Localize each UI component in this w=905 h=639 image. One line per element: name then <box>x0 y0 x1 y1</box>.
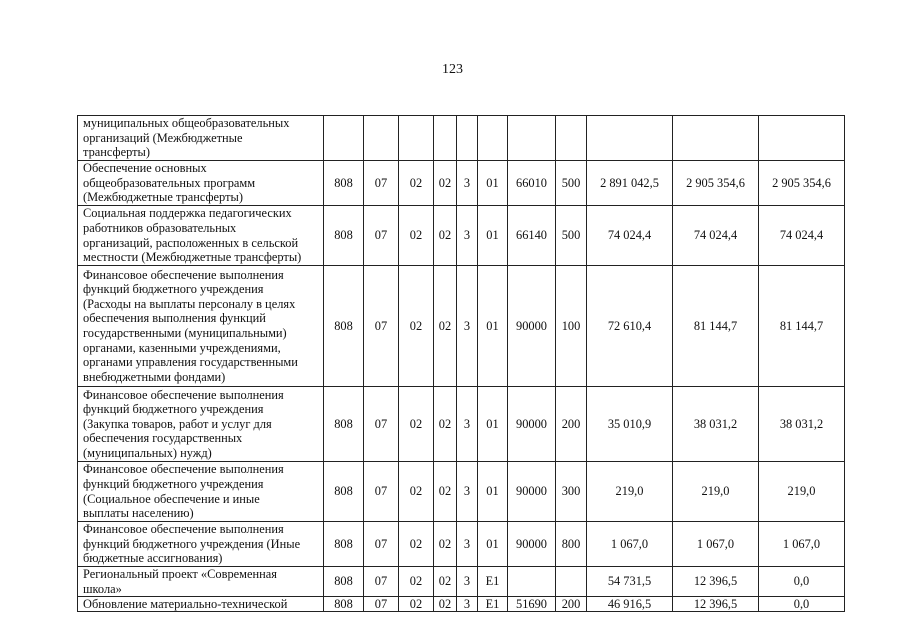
table-row <box>78 387 845 462</box>
section-code-cell: 07 <box>364 387 399 462</box>
expense-name-cell <box>78 567 324 597</box>
subprogram-code-cell: 3 <box>457 522 478 567</box>
amount-year-3-cell: 1 067,0 <box>759 522 845 567</box>
amount-year-1-cell: 72 610,4 <box>587 266 673 387</box>
direction-code-cell: 51690 <box>508 597 556 612</box>
expense-name-line: Финансовое обеспечение выполнения <box>83 387 284 402</box>
expense-name-line: государственными (муниципальными) <box>83 326 287 340</box>
amount-year-2-cell: 219,0 <box>673 462 759 522</box>
ministry-code-cell: 808 <box>324 206 364 266</box>
subprogram-code-cell: 3 <box>457 161 478 206</box>
amount-year-1-cell: 2 891 042,5 <box>587 161 673 206</box>
expense-name-line: органами, казенными учреждениями, <box>83 340 281 355</box>
subsection-code-cell: 02 <box>399 266 434 387</box>
direction-code-cell: 90000 <box>508 462 556 522</box>
amount-year-2-cell: 2 905 354,6 <box>673 161 759 206</box>
subprogram-code-cell: 3 <box>457 597 478 612</box>
expense-type-code-cell <box>556 116 587 161</box>
expense-name-line: внебюджетными фондами) <box>83 369 226 384</box>
subprogram-code-cell: 3 <box>457 206 478 266</box>
ministry-code-cell: 808 <box>324 522 364 567</box>
program-code-cell: 02 <box>434 161 457 206</box>
expense-type-code-cell: 200 <box>556 387 587 462</box>
expense-name-line: организаций, расположенных в сельской <box>83 235 299 250</box>
amount-year-3-cell: 81 144,7 <box>759 266 845 387</box>
ministry-code-cell: 808 <box>324 161 364 206</box>
table-row <box>78 597 845 612</box>
expense-name-cell <box>78 206 324 266</box>
expense-type-code-cell: 800 <box>556 522 587 567</box>
program-code-cell: 02 <box>434 522 457 567</box>
event-code-cell: 01 <box>478 161 508 206</box>
subprogram-code-cell <box>457 116 478 161</box>
expense-name-line: функций бюджетного учреждения (Иные <box>83 536 301 551</box>
table-row <box>78 567 845 597</box>
amount-year-3-cell: 0,0 <box>759 567 845 597</box>
event-code-cell: 01 <box>478 266 508 387</box>
expense-name-line: выплаты населению) <box>83 506 194 521</box>
event-code-cell: E1 <box>478 567 508 597</box>
amount-year-3-cell: 2 905 354,6 <box>759 161 845 206</box>
subsection-code-cell: 02 <box>399 161 434 206</box>
expense-name-line: функций бюджетного учреждения <box>83 476 264 491</box>
amount-year-2-cell: 1 067,0 <box>673 522 759 567</box>
table-row <box>78 522 845 567</box>
amount-year-2-cell: 81 144,7 <box>673 266 759 387</box>
subprogram-code-cell: 3 <box>457 266 478 387</box>
event-code-cell: E1 <box>478 597 508 612</box>
subsection-code-cell: 02 <box>399 597 434 612</box>
expense-name-line: (Межбюджетные трансферты) <box>83 190 243 205</box>
expense-type-code-cell: 300 <box>556 462 587 522</box>
direction-code-cell: 90000 <box>508 522 556 567</box>
expense-name-cell <box>78 522 324 567</box>
direction-code-cell: 66010 <box>508 161 556 206</box>
expense-name-line: (муниципальных) нужд) <box>83 445 212 460</box>
expense-name-line: функций бюджетного учреждения <box>83 282 264 297</box>
program-code-cell: 02 <box>434 266 457 387</box>
direction-code-cell: 66140 <box>508 206 556 266</box>
expense-name-line: обеспечения выполнения функций <box>83 311 266 326</box>
expense-name-cell <box>78 266 324 387</box>
expense-name-line: Финансовое обеспечение выполнения <box>83 267 284 282</box>
subprogram-code-cell: 3 <box>457 567 478 597</box>
expense-name-line: Финансовое обеспечение выполнения <box>83 522 284 537</box>
expense-name-line: (Закупка товаров, работ и услуг для <box>83 416 272 431</box>
expense-type-code-cell <box>556 567 587 597</box>
ministry-code-cell: 808 <box>324 387 364 462</box>
subprogram-code-cell: 3 <box>457 387 478 462</box>
section-code-cell <box>364 116 399 161</box>
subsection-code-cell <box>399 116 434 161</box>
event-code-cell: 01 <box>478 522 508 567</box>
section-code-cell: 07 <box>364 266 399 387</box>
expense-name-line: обеспечения государственных <box>83 431 243 446</box>
ministry-code-cell: 808 <box>324 567 364 597</box>
expense-name-cell <box>78 387 324 462</box>
section-code-cell: 07 <box>364 206 399 266</box>
amount-year-3-cell: 74 024,4 <box>759 206 845 266</box>
program-code-cell: 02 <box>434 567 457 597</box>
subsection-code-cell: 02 <box>399 387 434 462</box>
amount-year-3-cell: 38 031,2 <box>759 387 845 462</box>
amount-year-1-cell: 35 010,9 <box>587 387 673 462</box>
expense-name-cell <box>78 161 324 206</box>
amount-year-1-cell: 1 067,0 <box>587 522 673 567</box>
amount-year-2-cell: 38 031,2 <box>673 387 759 462</box>
expense-name-line: Региональный проект «Современная <box>83 567 277 581</box>
subsection-code-cell: 02 <box>399 522 434 567</box>
direction-code-cell: 90000 <box>508 266 556 387</box>
direction-code-cell <box>508 567 556 597</box>
table-row <box>78 266 845 387</box>
program-code-cell: 02 <box>434 206 457 266</box>
expense-name-line: организаций (Межбюджетные <box>83 130 243 145</box>
ministry-code-cell <box>324 116 364 161</box>
expense-name-line: муниципальных общеобразовательных <box>83 116 290 131</box>
program-code-cell: 02 <box>434 597 457 612</box>
expense-name-line: трансферты) <box>83 145 150 160</box>
expense-name-line: общеобразовательных программ <box>83 175 256 190</box>
amount-year-2-cell: 74 024,4 <box>673 206 759 266</box>
expense-name-line: функций бюджетного учреждения <box>83 402 264 417</box>
expense-name-line: работников образовательных <box>83 220 237 235</box>
amount-year-1-cell: 219,0 <box>587 462 673 522</box>
amount-year-1-cell: 74 024,4 <box>587 206 673 266</box>
event-code-cell: 01 <box>478 462 508 522</box>
section-code-cell: 07 <box>364 161 399 206</box>
amount-year-3-cell: 0,0 <box>759 597 845 612</box>
section-code-cell: 07 <box>364 462 399 522</box>
event-code-cell <box>478 116 508 161</box>
subprogram-code-cell: 3 <box>457 462 478 522</box>
direction-code-cell <box>508 116 556 161</box>
expense-name-line: Обеспечение основных <box>83 161 207 176</box>
table-row <box>78 161 845 206</box>
ministry-code-cell: 808 <box>324 597 364 612</box>
amount-year-1-cell: 46 916,5 <box>587 597 673 612</box>
expense-name-cell <box>78 116 324 161</box>
table-row <box>78 462 845 522</box>
amount-year-2-cell <box>673 116 759 161</box>
expense-name-cell <box>78 597 324 612</box>
expense-name-line: (Социальное обеспечение и иные <box>83 491 260 506</box>
table-row <box>78 116 845 161</box>
section-code-cell: 07 <box>364 567 399 597</box>
program-code-cell: 02 <box>434 462 457 522</box>
expense-name-line: Социальная поддержка педагогических <box>83 206 292 221</box>
section-code-cell: 07 <box>364 522 399 567</box>
amount-year-1-cell: 54 731,5 <box>587 567 673 597</box>
subsection-code-cell: 02 <box>399 462 434 522</box>
subsection-code-cell: 02 <box>399 567 434 597</box>
amount-year-1-cell <box>587 116 673 161</box>
event-code-cell: 01 <box>478 387 508 462</box>
table-row <box>78 206 845 266</box>
program-code-cell: 02 <box>434 387 457 462</box>
expense-name-line: Обновление материально-технической <box>83 597 288 612</box>
expense-type-code-cell: 200 <box>556 597 587 612</box>
expense-name-line: органами управления государственными <box>83 355 298 370</box>
page-number: 123 <box>442 62 463 77</box>
event-code-cell: 01 <box>478 206 508 266</box>
amount-year-2-cell: 12 396,5 <box>673 597 759 612</box>
expense-type-code-cell: 500 <box>556 206 587 266</box>
expense-name-line: местности (Межбюджетные трансферты) <box>83 250 302 265</box>
expense-name-line: (Расходы на выплаты персоналу в целях <box>83 296 296 311</box>
section-code-cell: 07 <box>364 597 399 612</box>
expense-type-code-cell: 100 <box>556 266 587 387</box>
amount-year-3-cell: 219,0 <box>759 462 845 522</box>
ministry-code-cell: 808 <box>324 266 364 387</box>
table-body <box>78 116 845 612</box>
expense-name-line: бюджетные ассигнования) <box>83 551 223 566</box>
ministry-code-cell: 808 <box>324 462 364 522</box>
subsection-code-cell: 02 <box>399 206 434 266</box>
budget-table <box>77 115 845 612</box>
expense-name-line: школа» <box>83 581 122 596</box>
amount-year-3-cell <box>759 116 845 161</box>
expense-type-code-cell: 500 <box>556 161 587 206</box>
direction-code-cell: 90000 <box>508 387 556 462</box>
program-code-cell <box>434 116 457 161</box>
amount-year-2-cell: 12 396,5 <box>673 567 759 597</box>
expense-name-line: Финансовое обеспечение выполнения <box>83 462 284 477</box>
expense-name-cell <box>78 462 324 522</box>
